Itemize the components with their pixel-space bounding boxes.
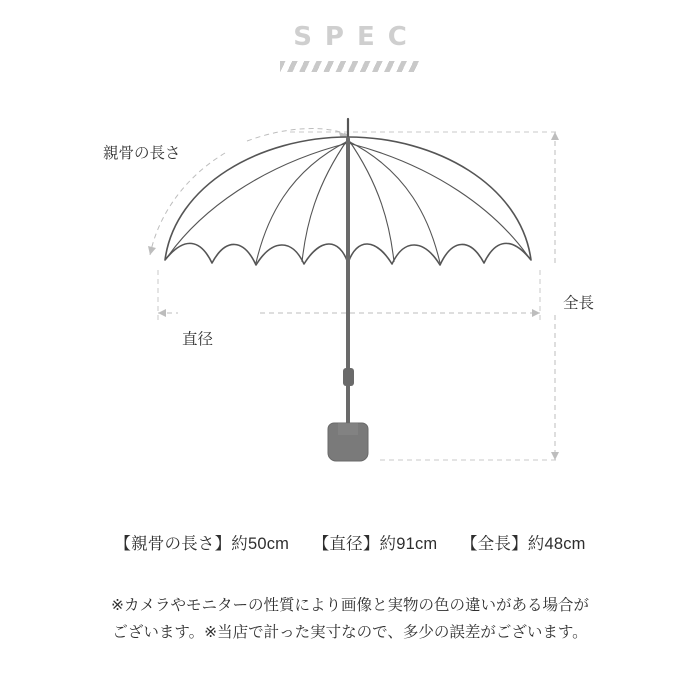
measure-total: 【全長】約48cm <box>460 535 586 553</box>
note-line-2: ございます。※当店で計った実寸なので、多少の誤差がございます。 <box>112 624 588 642</box>
umbrella-spec-diagram <box>0 105 700 505</box>
measurement-summary <box>0 530 700 554</box>
total-length-arrow-icon <box>551 132 559 460</box>
header <box>0 22 700 72</box>
measure-diameter: 【直径】約91cm <box>312 535 438 553</box>
disclaimer-note <box>0 592 700 646</box>
note-line-1: ※カメラやモニターの性質により画像と実物の色の違いがある場合が <box>111 597 589 614</box>
label-total-length: 全長 <box>563 295 595 312</box>
label-rib-length: 親骨の長さ <box>103 145 181 162</box>
measure-rib: 【親骨の長さ】約50cm <box>114 535 290 553</box>
page-title: SPEC <box>293 22 420 52</box>
umbrella-icon <box>0 105 700 505</box>
title-underline-decoration <box>280 61 420 72</box>
label-diameter: 直径 <box>182 331 214 348</box>
